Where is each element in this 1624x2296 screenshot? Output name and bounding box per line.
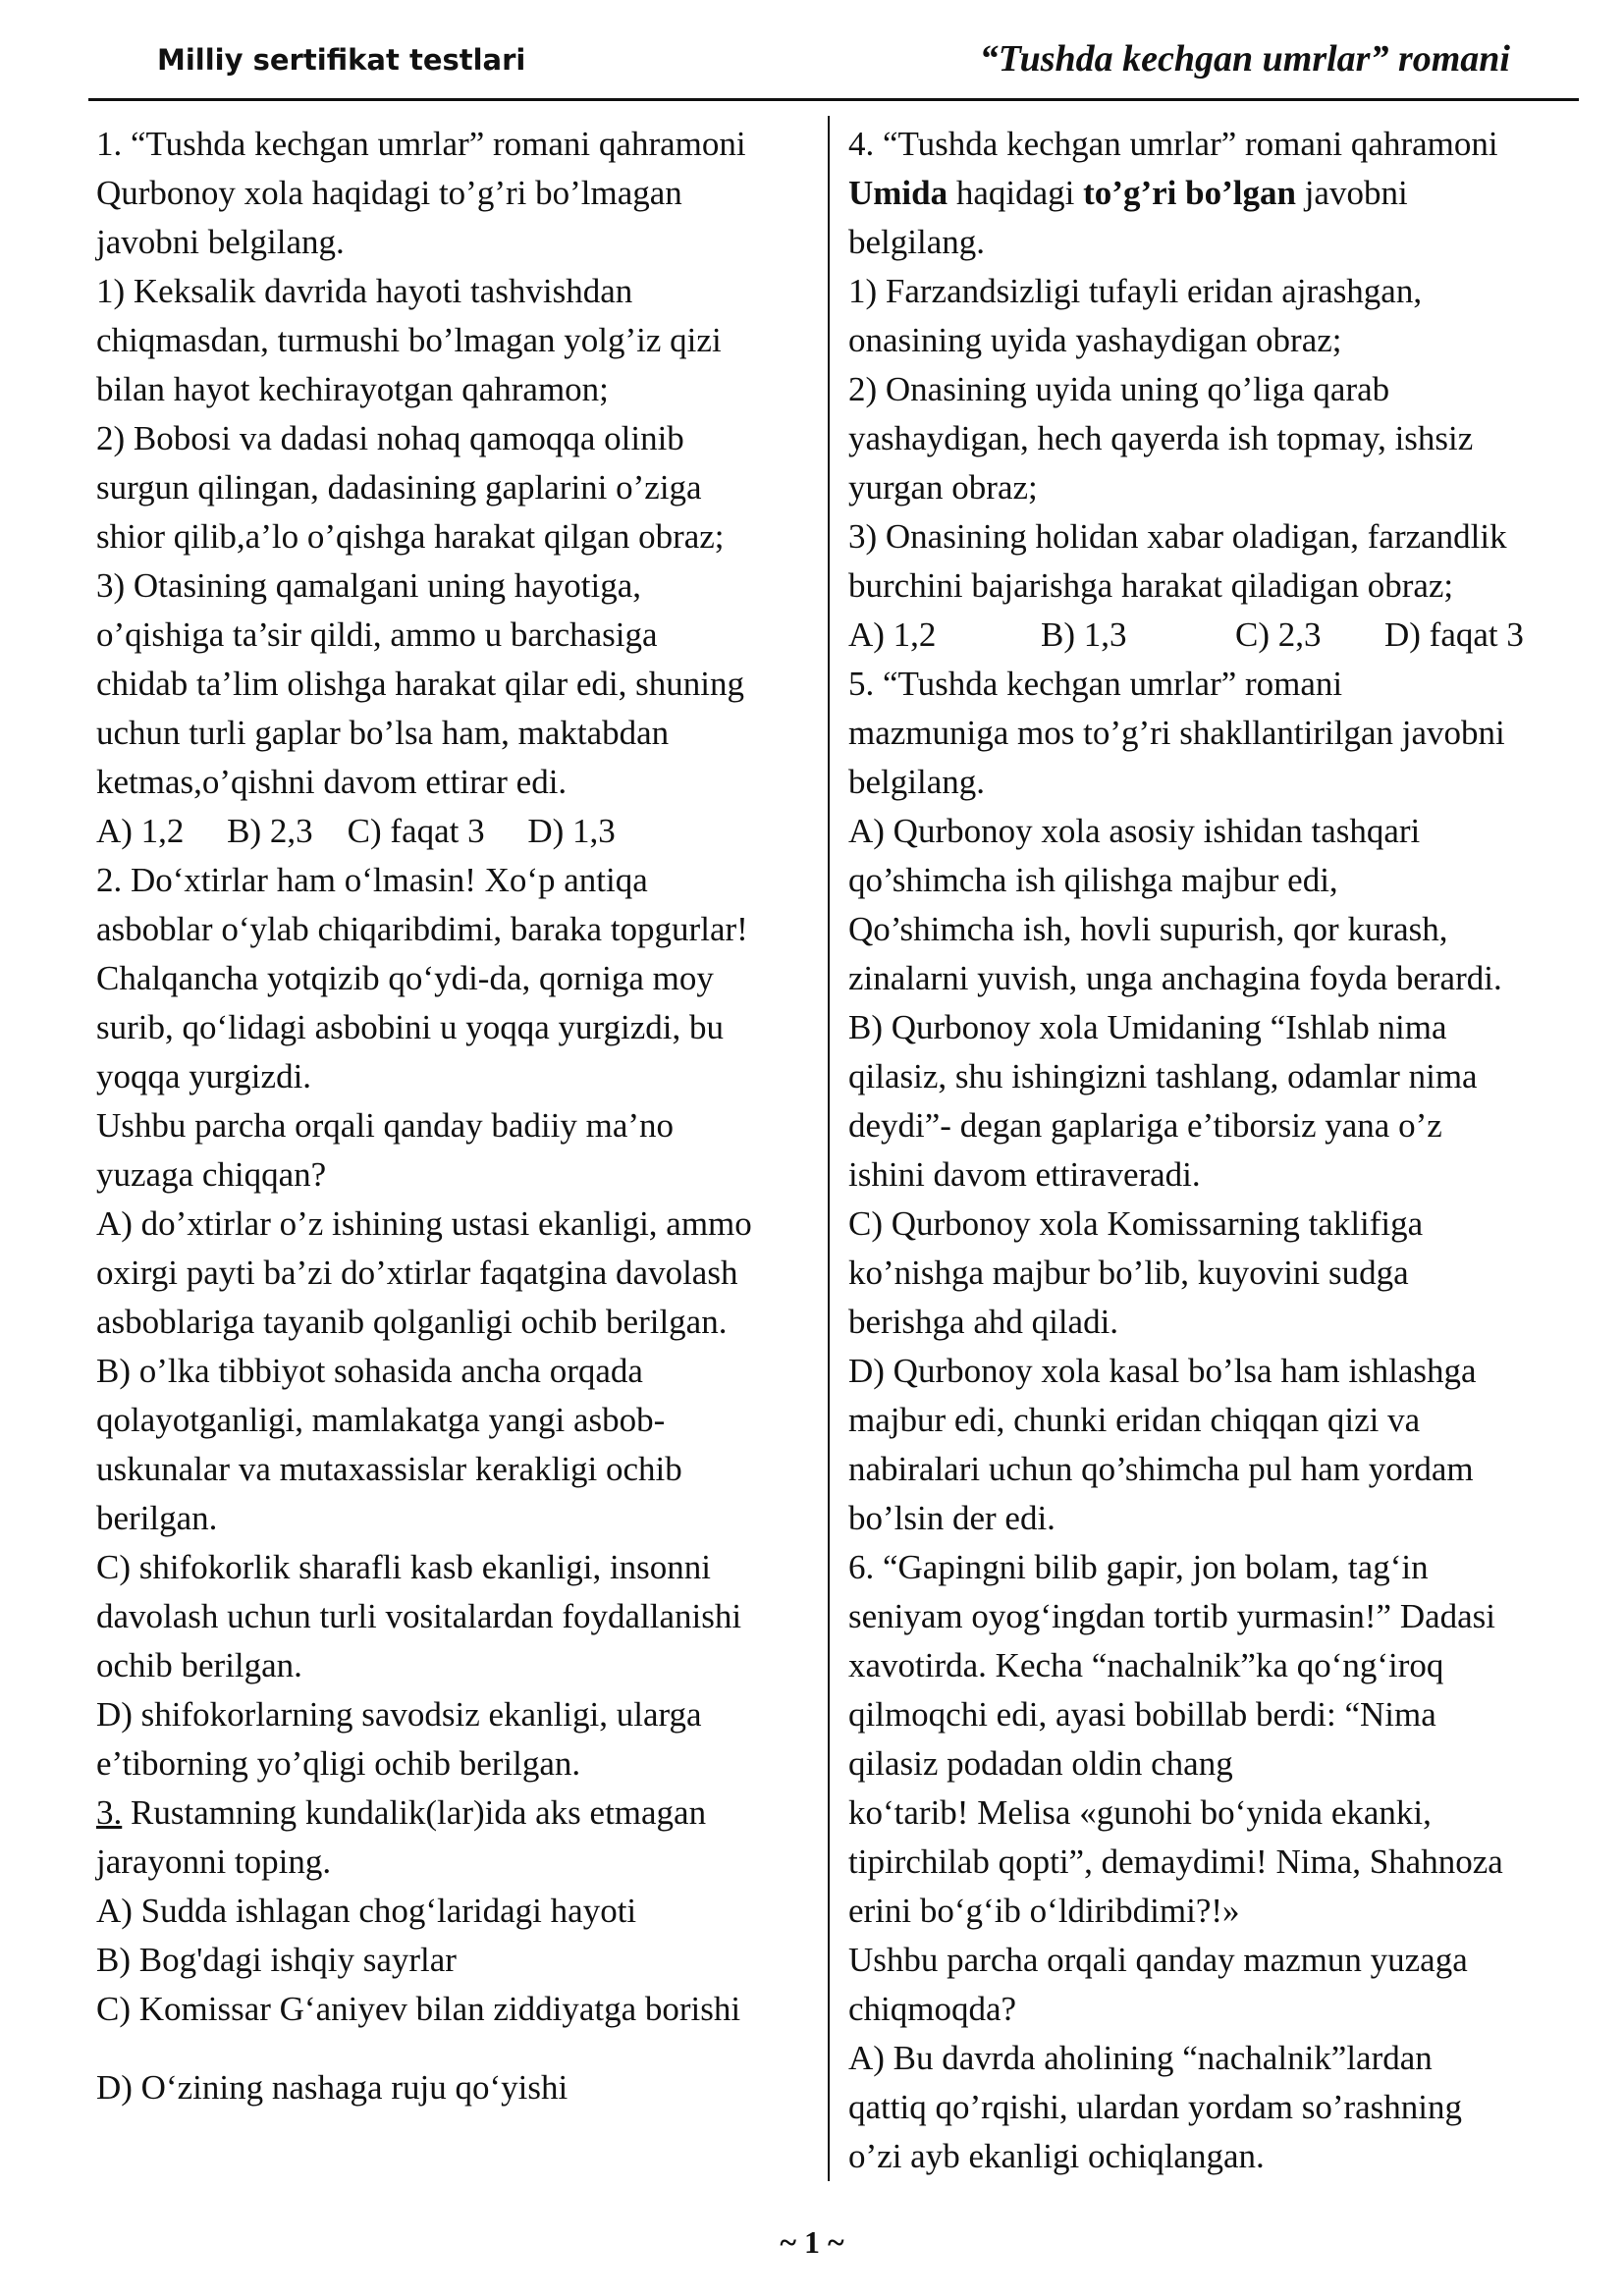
text-line: 2. Do‘xtirlar ham o‘lmasin! Xo‘p antiqa: [96, 861, 648, 899]
q4-bold-phrase: to’g’ri bo’lgan: [1083, 174, 1296, 212]
text-line: A) do’xtirlar o’z ishining ustasi ekanligi, ammo: [96, 1204, 752, 1243]
text-line: erini bo‘g‘ib o‘ldiribdimi?!»: [848, 1892, 1240, 1930]
q3-question-line: [96, 1789, 813, 1838]
text-line: jarayonni toping.: [96, 1842, 332, 1881]
q4-option: B) 1,3: [1041, 615, 1127, 654]
text-line: D) shifokorlarning savodsiz ekanligi, ularga: [96, 1695, 702, 1734]
text-line: 1. “Tushda kechgan umrlar” romani qahramoni: [96, 125, 746, 163]
text-line: qilasiz, shu ishingizni tashlang, odamlar nima: [848, 1057, 1478, 1095]
text-line: 5. “Tushda kechgan umrlar” romani: [848, 665, 1343, 703]
text-line: tipirchilab qopti”, demaydimi! Nima, Shahnoza: [848, 1842, 1503, 1881]
header-right-title: “Tushda kechgan umrlar” romani: [979, 38, 1510, 80]
text-line: xavotirda. Kecha “nachalnik”ka qo‘ng‘iroq: [848, 1646, 1444, 1684]
text-line: qolayotganligi, mamlakatga yangi asbob-: [96, 1401, 666, 1439]
text-line: berishga ahd qiladi.: [848, 1303, 1119, 1341]
q4-bold-name: Umida: [848, 174, 948, 212]
text-line: 3) Onasining holidan xabar oladigan, farzandlik: [848, 517, 1507, 556]
text-line: uskunalar va mutaxassislar kerakligi ochib: [96, 1450, 682, 1488]
q4-option: A) 1,2: [848, 615, 937, 654]
text-line: surgun qilingan, dadasining gaplarini o’ziga: [96, 468, 702, 507]
text-line: ochib berilgan.: [96, 1646, 302, 1684]
text-line: o’zi ayb ekanligi ochiqlangan.: [848, 2137, 1265, 2175]
text-line: chidab ta’lim olishga harakat qilar edi, shuning: [96, 665, 744, 703]
text-line: yoqqa yurgizdi.: [96, 1057, 312, 1095]
text-line: Chalqancha yotqizib qo‘ydi-da, qorniga moy: [96, 959, 714, 997]
text-line: surib, qo‘lidagi asbobini u yoqqa yurgizdi, bu: [96, 1008, 725, 1046]
text-line: belgilang.: [848, 223, 985, 261]
text-line: B) o’lka tibbiyot sohasida ancha orqada: [96, 1352, 643, 1390]
text-line: 2) Bobosi va dadasi nohaq qamoqqa olinib: [96, 419, 684, 457]
q4-option: D) faqat 3: [1384, 615, 1524, 654]
text-line: B) Qurbonoy xola Umidaning “Ishlab nima: [848, 1008, 1447, 1046]
text-line: berilgan.: [96, 1499, 218, 1537]
text-line: qo’shimcha ish qilishga majbur edi,: [848, 861, 1338, 899]
text-line: nabiralari uchun qo’shimcha pul ham yordam: [848, 1450, 1474, 1488]
left-column: [96, 120, 813, 2112]
q4-answer-options: [848, 611, 1575, 660]
text-line: zinalarni yuvish, unga anchagina foyda berardi.: [848, 959, 1502, 997]
text-line: Qo’shimcha ish, hovli supurish, qor kurash,: [848, 910, 1448, 948]
text-line: burchini bajarishga harakat qiladigan obraz;: [848, 566, 1454, 605]
text-line: bilan hayot kechirayotgan qahramon;: [96, 370, 609, 408]
text-line: 1) Keksalik davrida hayoti tashvishdan: [96, 272, 633, 310]
text-line: shior qilib,a’lo o’qishga harakat qilgan obraz;: [96, 517, 725, 556]
text-line: ketmas,o’qishni davom ettirar edi.: [96, 763, 568, 801]
text-line: Ushbu parcha orqali qanday badiiy ma’no: [96, 1106, 675, 1145]
text-line: yuzaga chiqqan?: [96, 1155, 327, 1194]
text-line: A) Qurbonoy xola asosiy ishidan tashqari: [848, 812, 1421, 850]
text-line: e’tiborning yo’qligi ochib berilgan.: [96, 1744, 581, 1783]
text-line: seniyam oyog‘ingdan tortib yurmasin!” Dadasi: [848, 1597, 1496, 1635]
text-line: deydi”- degan gaplariga e’tiborsiz yana o’z: [848, 1106, 1442, 1145]
header-left-title: Milliy sertifikat testlari: [157, 43, 526, 77]
text-line: chiqmoqda?: [848, 1990, 1017, 2028]
text-line: oxirgi payti ba’zi do’xtirlar faqatgina davolash: [96, 1254, 738, 1292]
q1-answer-options: A) 1,2 B) 2,3 C) faqat 3 D) 1,3: [96, 812, 616, 850]
q4-text: haqidagi: [947, 174, 1084, 212]
text-line: yurgan obraz;: [848, 468, 1038, 507]
text-line: 1) Farzandsizligi tufayli eridan ajrashgan,: [848, 272, 1423, 310]
q3-question-text: Rustamning kundalik(lar)ida aks etmagan: [122, 1793, 707, 1832]
text-line: D) Qurbonoy xola kasal bo’lsa ham ishlashga: [848, 1352, 1477, 1390]
text-line: ishini davom ettiraveradi.: [848, 1155, 1201, 1194]
text-line: 6. “Gapingni bilib gapir, jon bolam, tag‘in: [848, 1548, 1429, 1586]
q3-option: A) Sudda ishlagan chog‘laridagi hayoti: [96, 1892, 637, 1930]
text-line: uchun turli gaplar bo’lsa ham, maktabdan: [96, 714, 670, 752]
q3-option: D) O‘zining nashaga ruju qo‘yishi: [96, 2068, 568, 2107]
text-line: belgilang.: [848, 763, 985, 801]
text-line: qilmoqchi edi, ayasi bobillab berdi: “Nima: [848, 1695, 1436, 1734]
q3-option: B) Bog'dagi ishqiy sayrlar: [96, 1941, 457, 1979]
text-line: mazmuniga mos to’g’ri shakllantirilgan javobni: [848, 714, 1505, 752]
header-divider: [88, 98, 1579, 101]
text-line: Qurbonoy xola haqidagi to’g’ri bo’lmagan: [96, 174, 682, 212]
q3-number: 3.: [96, 1793, 123, 1832]
text-line: ko‘tarib! Melisa «gunohi bo‘ynida ekanki,: [848, 1793, 1432, 1832]
text-line: 2) Onasining uyida uning qo’liga qarab: [848, 370, 1390, 408]
text-line: onasining uyida yashaydigan obraz;: [848, 321, 1342, 359]
text-line: o’qishiga ta’sir qildi, ammo u barchasiga: [96, 615, 658, 654]
text-line: C) Qurbonoy xola Komissarning taklifiga: [848, 1204, 1424, 1243]
q4-question-line: [848, 169, 1575, 218]
text-line: C) shifokorlik sharafli kasb ekanligi, insonni: [96, 1548, 712, 1586]
text-line: A) Bu davrda aholining “nachalnik”lardan: [848, 2039, 1433, 2077]
text-line: 3) Otasining qamalgani uning hayotiga,: [96, 566, 642, 605]
text-line: majbur edi, chunki eridan chiqqan qizi va: [848, 1401, 1421, 1439]
text-line: asboblar o‘ylab chiqaribdimi, baraka topgurlar!: [96, 910, 748, 948]
text-line: ko’nishga majbur bo’lib, kuyovini sudga: [848, 1254, 1409, 1292]
right-column: [848, 120, 1575, 2181]
text-line: chiqmasdan, turmushi bo’lmagan yolg’iz qizi: [96, 321, 722, 359]
column-divider: [828, 116, 830, 2181]
text-line: qilasiz podadan oldin chang: [848, 1744, 1233, 1783]
q3-option: C) Komissar G‘aniyev bilan ziddiyatga borishi: [96, 1990, 741, 2028]
text-line: yashaydigan, hech qayerda ish topmay, ishsiz: [848, 419, 1474, 457]
q4-option: C) 2,3: [1235, 615, 1322, 654]
text-line: 4. “Tushda kechgan umrlar” romani qahramoni: [848, 125, 1498, 163]
text-line: qattiq qo’rqishi, ulardan yordam so’rashning: [848, 2088, 1463, 2126]
text-line: asboblariga tayanib qolganligi ochib berilgan.: [96, 1303, 728, 1341]
page-number: ~ 1 ~: [780, 2224, 844, 2260]
q4-text: javobni: [1295, 174, 1408, 212]
text-line: bo’lsin der edi.: [848, 1499, 1056, 1537]
text-line: Ushbu parcha orqali qanday mazmun yuzaga: [848, 1941, 1468, 1979]
text-line: davolash uchun turli vositalardan foydallanishi: [96, 1597, 742, 1635]
text-line: javobni belgilang.: [96, 223, 345, 261]
